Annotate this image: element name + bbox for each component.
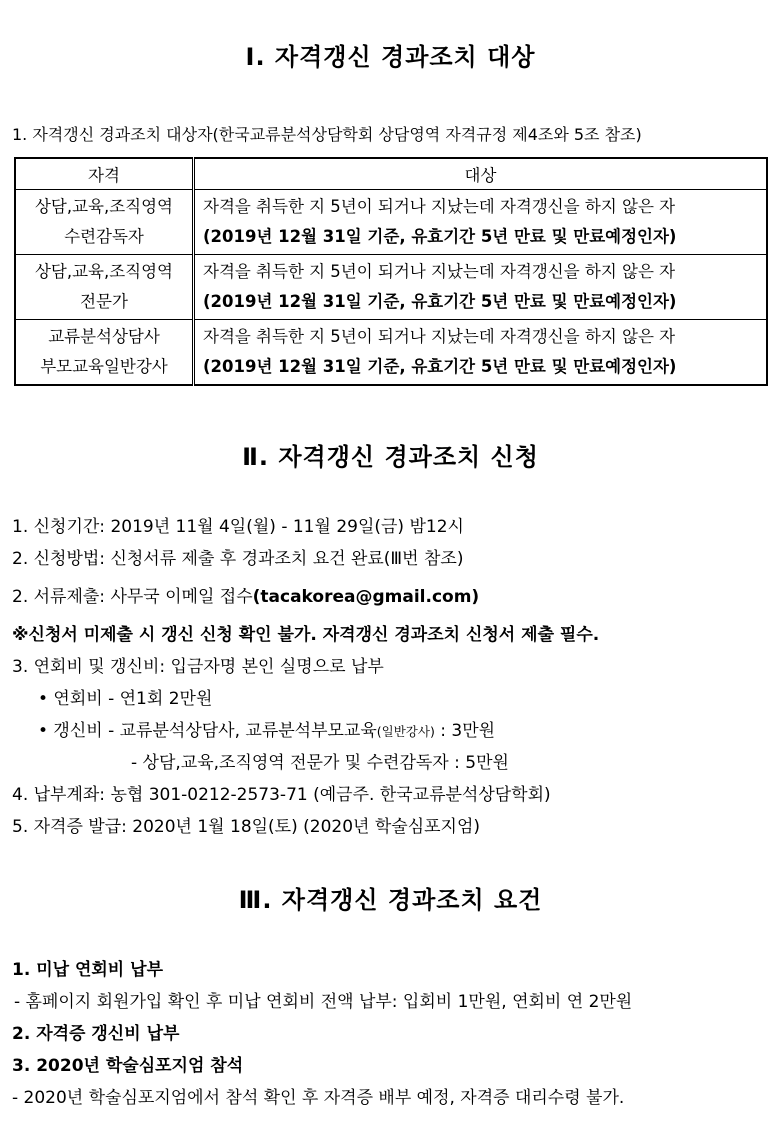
section1-title: Ⅰ. 자격갱신 경과조치 대상 (245, 43, 536, 71)
fees-heading: 3. 연회비 및 갱신비: 입금자명 본인 실명으로 납부 (12, 657, 384, 677)
requirement1-heading: 1. 미납 연회비 납부 (12, 960, 163, 980)
qualification-line2: 수련감독자 (64, 227, 144, 246)
application-method: 2. 신청방법: 신청서류 제출 후 경과조치 요건 완료(Ⅲ번 참조) (12, 549, 464, 569)
renewal-fee-amount: : 3만원 (434, 721, 496, 741)
renewal-fee-label: • 갱신비 - 교류분석상담사, 교류분석부모교육 (38, 721, 377, 741)
target-line2: (2019년 12월 31일 기준, 유효기간 5년 만료 및 만료예정인자) (203, 357, 677, 376)
requirement3-heading: 3. 2020년 학술심포지엄 참석 (12, 1056, 244, 1076)
table-row (15, 320, 767, 386)
qualification-line2: 부모교육일반강사 (40, 357, 168, 376)
renewal-fee-expert-item: - 상담,교육,조직영역 전문가 및 수련감독자 : 5만원 (131, 753, 509, 773)
target-line2: (2019년 12월 31일 기준, 유효기간 5년 만료 및 만료예정인자) (203, 292, 677, 311)
payment-account: 4. 납부계좌: 농협 301-0212-2573-71 (예금주. 한국교류분석상담학회) (12, 785, 551, 805)
qualification-line1: 교류분석상담사 (48, 327, 160, 346)
document-submission (12, 582, 479, 607)
annual-fee-item: • 연회비 - 연1회 2만원 (38, 689, 213, 709)
table-row (15, 255, 767, 320)
requirement2-heading: 2. 자격증 갱신비 납부 (12, 1024, 180, 1044)
document-submission-label: 2. 서류제출: 사무국 이메일 접수 (12, 587, 253, 607)
table-cell-target (194, 320, 768, 386)
renewal-fee-sub: (일반강사) (376, 724, 435, 739)
target-line1: 자격을 취득한 지 5년이 되거나 지났는데 자격갱신을 하지 않은 자 (203, 197, 676, 216)
table-row (15, 190, 767, 255)
table-header-qualification: 자격 (15, 158, 194, 190)
requirement1-detail: - 홈페이지 회원가입 확인 후 미납 연회비 전액 납부: 입회비 1만원, 연회비 연 2만원 (14, 992, 633, 1012)
section3-title: Ⅲ. 자격갱신 경과조치 요건 (238, 886, 543, 914)
requirement3-detail: - 2020년 학술심포지엄에서 참석 확인 후 자격증 배부 예정, 자격증 대리수령 불가. (12, 1088, 625, 1108)
target-line1: 자격을 취득한 지 5년이 되거나 지났는데 자격갱신을 하지 않은 자 (203, 262, 676, 281)
certificate-issuance: 5. 자격증 발급: 2020년 1월 18일(토) (2020년 학술심포지엄) (12, 817, 481, 837)
table-cell-target (194, 190, 768, 255)
target-line2: (2019년 12월 31일 기준, 유효기간 5년 만료 및 만료예정인자) (203, 227, 677, 246)
table-cell-qualification (15, 255, 194, 320)
application-period: 1. 신청기간: 2019년 11월 4일(월) - 11월 29일(금) 밤12시 (12, 517, 464, 537)
target-line1: 자격을 취득한 지 5년이 되거나 지났는데 자격갱신을 하지 않은 자 (203, 327, 676, 346)
submission-note: ※신청서 미제출 시 갱신 신청 확인 불가. 자격갱신 경과조치 신청서 제출 필수. (12, 625, 600, 645)
section1-item1: 1. 자격갱신 경과조치 대상자(한국교류분석상담학회 상담영역 자격규정 제4조와 5조 참조) (12, 125, 642, 144)
qualification-line1: 상담,교육,조직영역 (34, 197, 173, 216)
qualification-table (14, 157, 768, 386)
qualification-line1: 상담,교육,조직영역 (34, 262, 173, 281)
table-cell-qualification (15, 190, 194, 255)
table-header-row (15, 158, 767, 190)
section2-title: Ⅱ. 자격갱신 경과조치 신청 (242, 443, 539, 471)
qualification-line2: 전문가 (80, 292, 128, 311)
office-email: (tacakorea@gmail.com) (252, 587, 480, 607)
table-cell-qualification (15, 320, 194, 386)
renewal-fee-item (38, 716, 495, 741)
table-header-target: 대상 (194, 158, 768, 190)
table-cell-target (194, 255, 768, 320)
